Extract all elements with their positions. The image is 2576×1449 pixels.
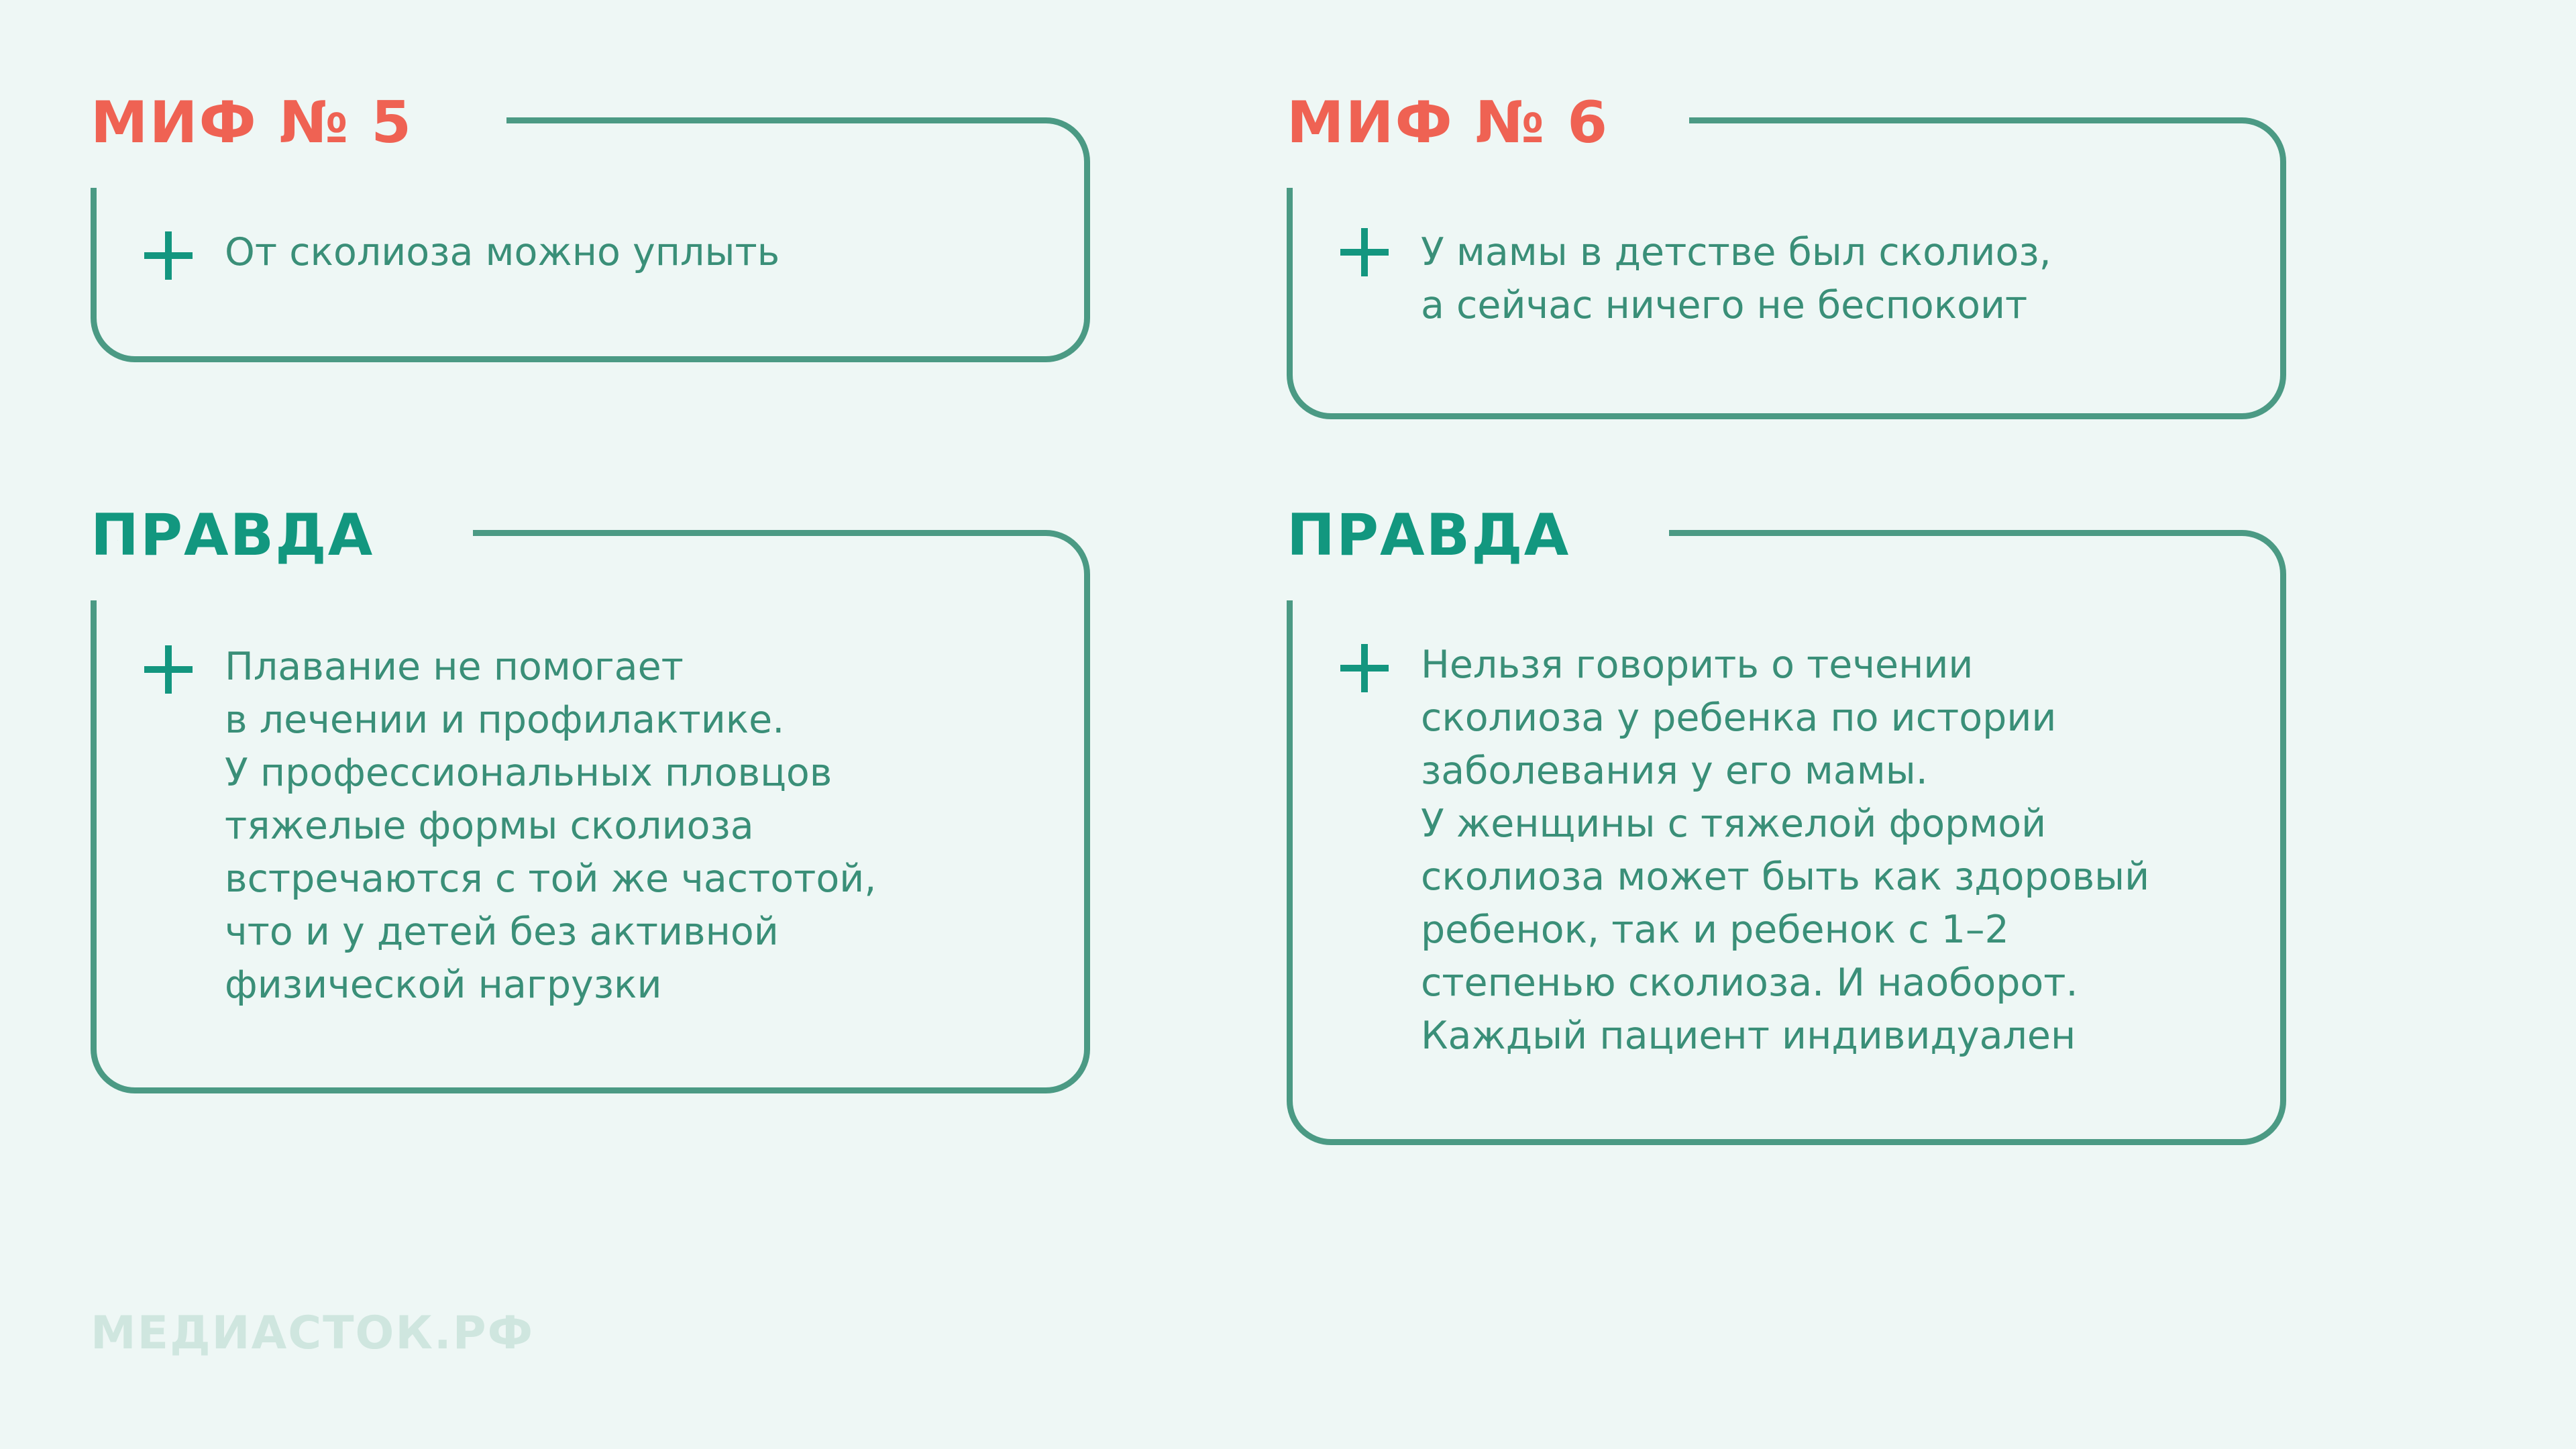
myth-6-card: [1287, 89, 2286, 419]
plus-icon: [1340, 644, 1389, 692]
truth-1-heading: ПРАВДА: [91, 502, 374, 569]
plus-icon: [144, 231, 193, 280]
plus-icon: [144, 645, 193, 694]
truth-1-card: [91, 502, 1090, 1093]
myth-6-text: У мамы в детстве был сколиоз, а сейчас ничего не беспокоит: [1421, 230, 2051, 327]
myth-5-heading: МИФ № 5: [91, 89, 413, 156]
myth-5-card: [91, 89, 1090, 362]
truth-1-text: Плавание не помогает в лечении и профилактике. У профессиональных пловцов тяжелые формы сколиоза встречаются с той же частотой, что и у детей без активной физической нагрузки: [225, 645, 877, 1007]
plus-icon: [1340, 228, 1389, 276]
site-watermark: МЕДИАСТОК.РФ: [91, 1307, 535, 1360]
truth-2-text: Нельзя говорить о течении сколиоза у ребенка по истории заболевания у его мамы. У женщины с тяжелой формой сколиоза может быть как здоровый ребенок, так и ребенок с 1–2 степенью сколиоза. И наоборот. Каждый пациент индивидуален: [1421, 643, 2150, 1058]
truth-2-heading: ПРАВДА: [1287, 502, 1570, 569]
myth-5-text: От сколиоза можно уплыть: [225, 230, 780, 274]
myth-6-heading: МИФ № 6: [1287, 89, 1609, 156]
truth-2-card: [1287, 502, 2286, 1145]
